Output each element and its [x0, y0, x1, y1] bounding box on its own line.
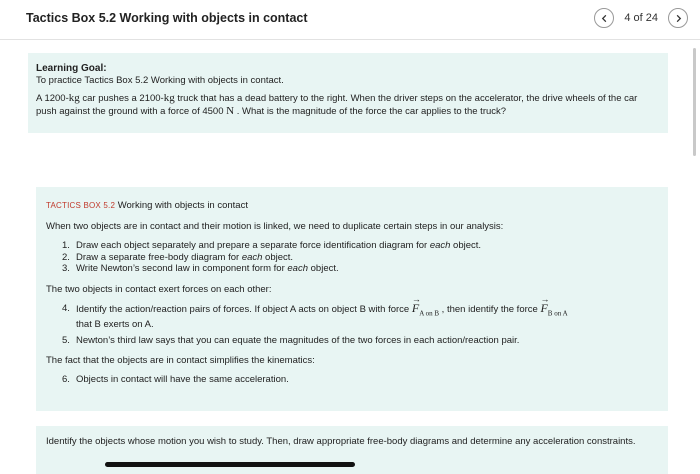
scrollbar[interactable] [693, 48, 696, 156]
list-item [62, 263, 658, 275]
step-text: Identify the action/reaction pairs of forces. If object A acts on object B with force → $F_{A on B}$ , then identify the force → $F_{B on A}$ that B exerts on A. [76, 293, 568, 331]
steps-list-a [62, 240, 658, 275]
chevron-right-icon [674, 14, 683, 23]
tactics-box [36, 187, 668, 411]
problem-text: truck that has a dead battery to the right. When the driver steps on the accelerator, the drive wheels of the car push against the ground with a force of 4500 [36, 93, 638, 117]
previous-button[interactable] [594, 8, 614, 28]
list-item [62, 240, 658, 252]
problem-statement [36, 92, 660, 118]
step-text: Draw a separate free-body diagram for each object. [76, 251, 294, 263]
problem-text: . What is the magnitude of the force the car applies to the truck? [234, 106, 507, 117]
pagination-nav [594, 8, 688, 28]
step-text: Objects in contact will have the same acceleration. [76, 374, 289, 386]
steps-list-b [62, 293, 658, 347]
unit-n: N [226, 105, 235, 117]
header-bar [0, 0, 700, 40]
page-counter: 4 of 24 [624, 12, 658, 24]
unit-kg: kg [68, 92, 80, 104]
list-item [62, 335, 658, 347]
learning-goal-box [28, 53, 668, 133]
page-title: Tactics Box 5.2 Working with objects in contact [26, 11, 308, 25]
step-text: Draw each object separately and prepare a separate force identification diagram for each object. [76, 240, 482, 251]
step-number: 1. [62, 240, 70, 251]
force-b-on-a-symbol: → $F_{B on A}$ [540, 293, 568, 317]
tactics-box-tag: TACTICS BOX 5.2 [46, 201, 116, 210]
learning-goal-label: Learning Goal: [36, 63, 107, 74]
next-button[interactable] [668, 8, 688, 28]
learning-goal-subtitle: To practice Tactics Box 5.2 Working with objects in contact. [36, 75, 284, 86]
step-number: 6. [62, 374, 70, 386]
force-a-on-b-symbol: → $F_{A on B}$ [411, 293, 440, 317]
problem-text: A 1200- [36, 93, 69, 104]
list-item [62, 293, 658, 331]
step-number: 2. [62, 251, 70, 263]
step-text: Write Newton’s second law in component form for each object. [76, 263, 339, 274]
problem-text: car pushes a 2100- [79, 93, 164, 104]
kinematics-intro: The fact that the objects are in contact simplifies the kinematics: [46, 355, 315, 367]
step-number: 5. [62, 334, 70, 346]
tactics-intro: When two objects are in contact and their motion is linked, we need to duplicate certain steps in our analysis: [46, 221, 504, 232]
home-indicator[interactable] [105, 462, 355, 467]
tactics-box-title: Working with objects in contact [115, 200, 248, 211]
steps-list-c [62, 374, 658, 386]
step-number: 3. [62, 263, 70, 274]
step-number: 4. [62, 302, 70, 314]
forces-intro: The two objects in contact exert forces on each other: [46, 283, 272, 295]
chevron-left-icon [600, 14, 609, 23]
prompt-text: Identify the objects whose motion you wish to study. Then, draw appropriate free-body diagrams and determine any acceleration constraints. [46, 436, 636, 447]
unit-kg: kg [163, 92, 175, 104]
tactics-box-heading [46, 200, 658, 211]
step-text: Newton’s third law says that you can equate the magnitudes of the two forces in each action/reaction pair. [76, 334, 520, 346]
list-item [62, 374, 658, 386]
list-item [62, 252, 658, 264]
